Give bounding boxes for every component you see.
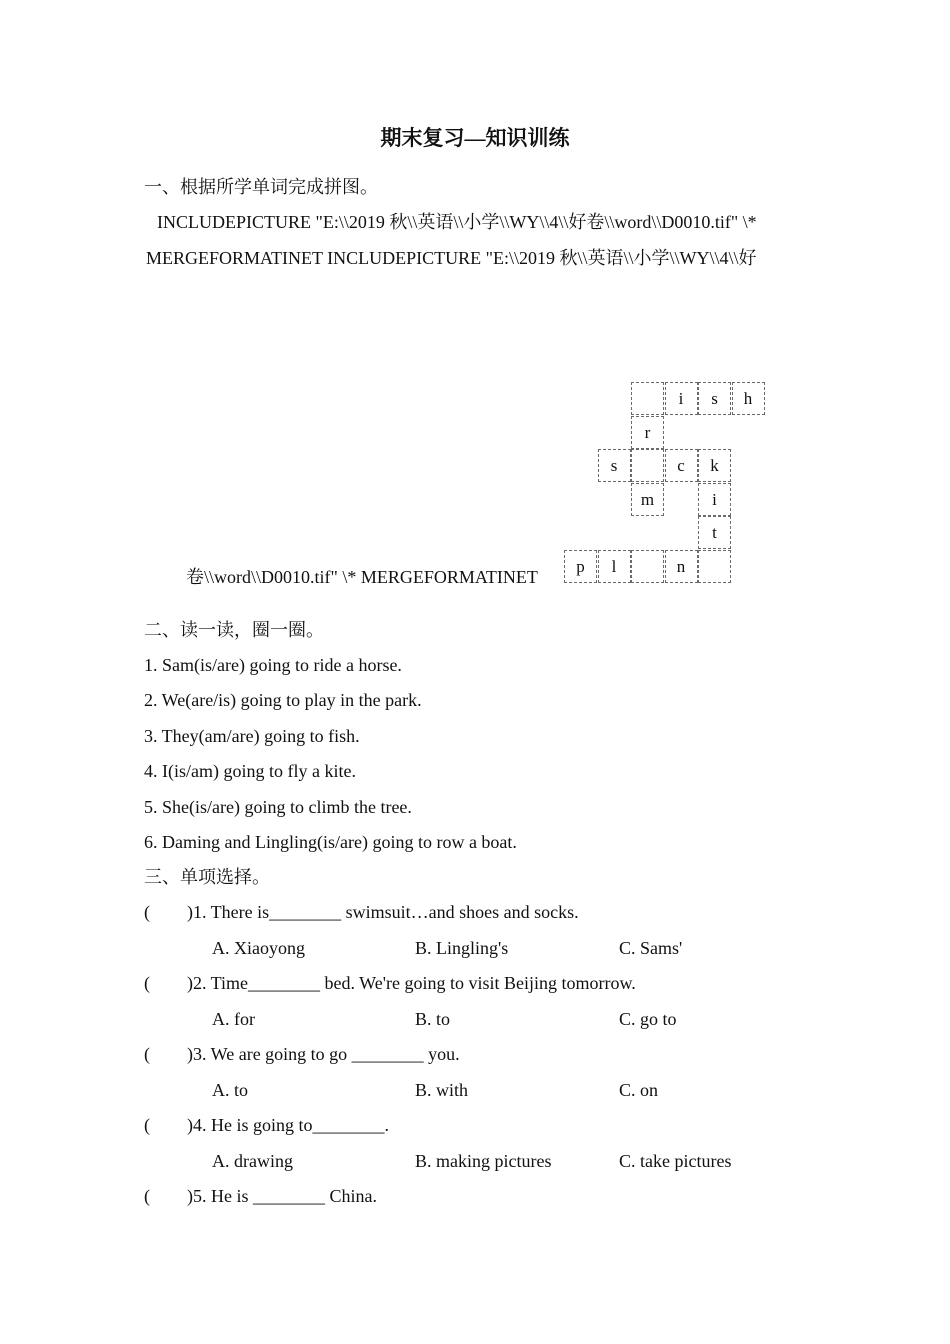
option-b: B. making pictures [415,1151,552,1171]
option-b: B. to [415,1009,451,1029]
puzzle-cell: s [698,382,731,415]
puzzle-cell: l [598,550,631,583]
option-b: B. with [415,1080,469,1100]
puzzle-cell: i [698,483,731,516]
page-title: 期末复习—知识训练 [380,126,570,150]
answer-paren: ( [144,1115,150,1135]
answer-paren: ( [144,1044,150,1064]
answer-paren: ( [144,973,150,993]
puzzle-cell [631,449,664,482]
puzzle-cell: m [631,483,664,516]
read-circle-item: 2. We(are/is) going to play in the park. [144,690,422,710]
question-stem: )3. We are going to go ________ you. [187,1044,460,1064]
section2-heading: 二、读一读，圈一圈。 [144,620,324,640]
option-c: C. Sams' [619,938,683,958]
option-c: C. go to [619,1009,677,1029]
option-a: A. to [212,1080,248,1100]
puzzle-cell: c [665,449,698,482]
puzzle-cell [631,382,664,415]
option-b: B. Lingling's [415,938,509,958]
read-circle-item: 4. I(is/am) going to fly a kite. [144,761,356,781]
question-stem: )4. He is going to________. [187,1115,389,1135]
puzzle-cell: p [564,550,597,583]
option-c: C. on [619,1080,659,1100]
question-stem: )2. Time________ bed. We're going to visit Beijing tomorrow. [187,973,636,993]
read-circle-item: 6. Daming and Lingling(is/are) going to row a boat. [144,832,517,852]
crossword-puzzle [564,382,766,584]
option-a: A. drawing [212,1151,293,1171]
puzzle-cell: i [665,382,698,415]
option-a: A. for [212,1009,255,1029]
read-circle-item: 3. They(am/are) going to fish. [144,726,360,746]
option-a: A. Xiaoyong [212,938,305,958]
answer-paren: ( [144,902,150,922]
puzzle-cell: s [598,449,631,482]
puzzle-cell: n [665,550,698,583]
answer-paren: ( [144,1186,150,1206]
field-code-line-1: INCLUDEPICTURE "E:\\2019 秋\\英语\\小学\\WY\\4\\好卷\\word\\D0010.tif" \* [157,212,757,232]
puzzle-cell [698,550,731,583]
question-stem: )1. There is________ swimsuit…and shoes and socks. [187,902,579,922]
puzzle-cell [631,550,664,583]
field-code-line-3: 卷\\word\\D0010.tif" \* MERGEFORMATINET [186,567,538,587]
puzzle-cell: h [732,382,765,415]
option-c: C. take pictures [619,1151,732,1171]
puzzle-cell: k [698,449,731,482]
read-circle-item: 5. She(is/are) going to climb the tree. [144,797,412,817]
section3-heading: 三、单项选择。 [144,867,270,887]
section1-heading: 一、根据所学单词完成拼图。 [144,177,378,197]
read-circle-item: 1. Sam(is/are) going to ride a horse. [144,655,402,675]
field-code-line-2: MERGEFORMATINET INCLUDEPICTURE "E:\\2019 秋\\英语\\小学\\WY\\4\\好 [146,248,757,268]
puzzle-cell: r [631,416,664,449]
puzzle-cell: t [698,516,731,549]
question-stem: )5. He is ________ China. [187,1186,377,1206]
